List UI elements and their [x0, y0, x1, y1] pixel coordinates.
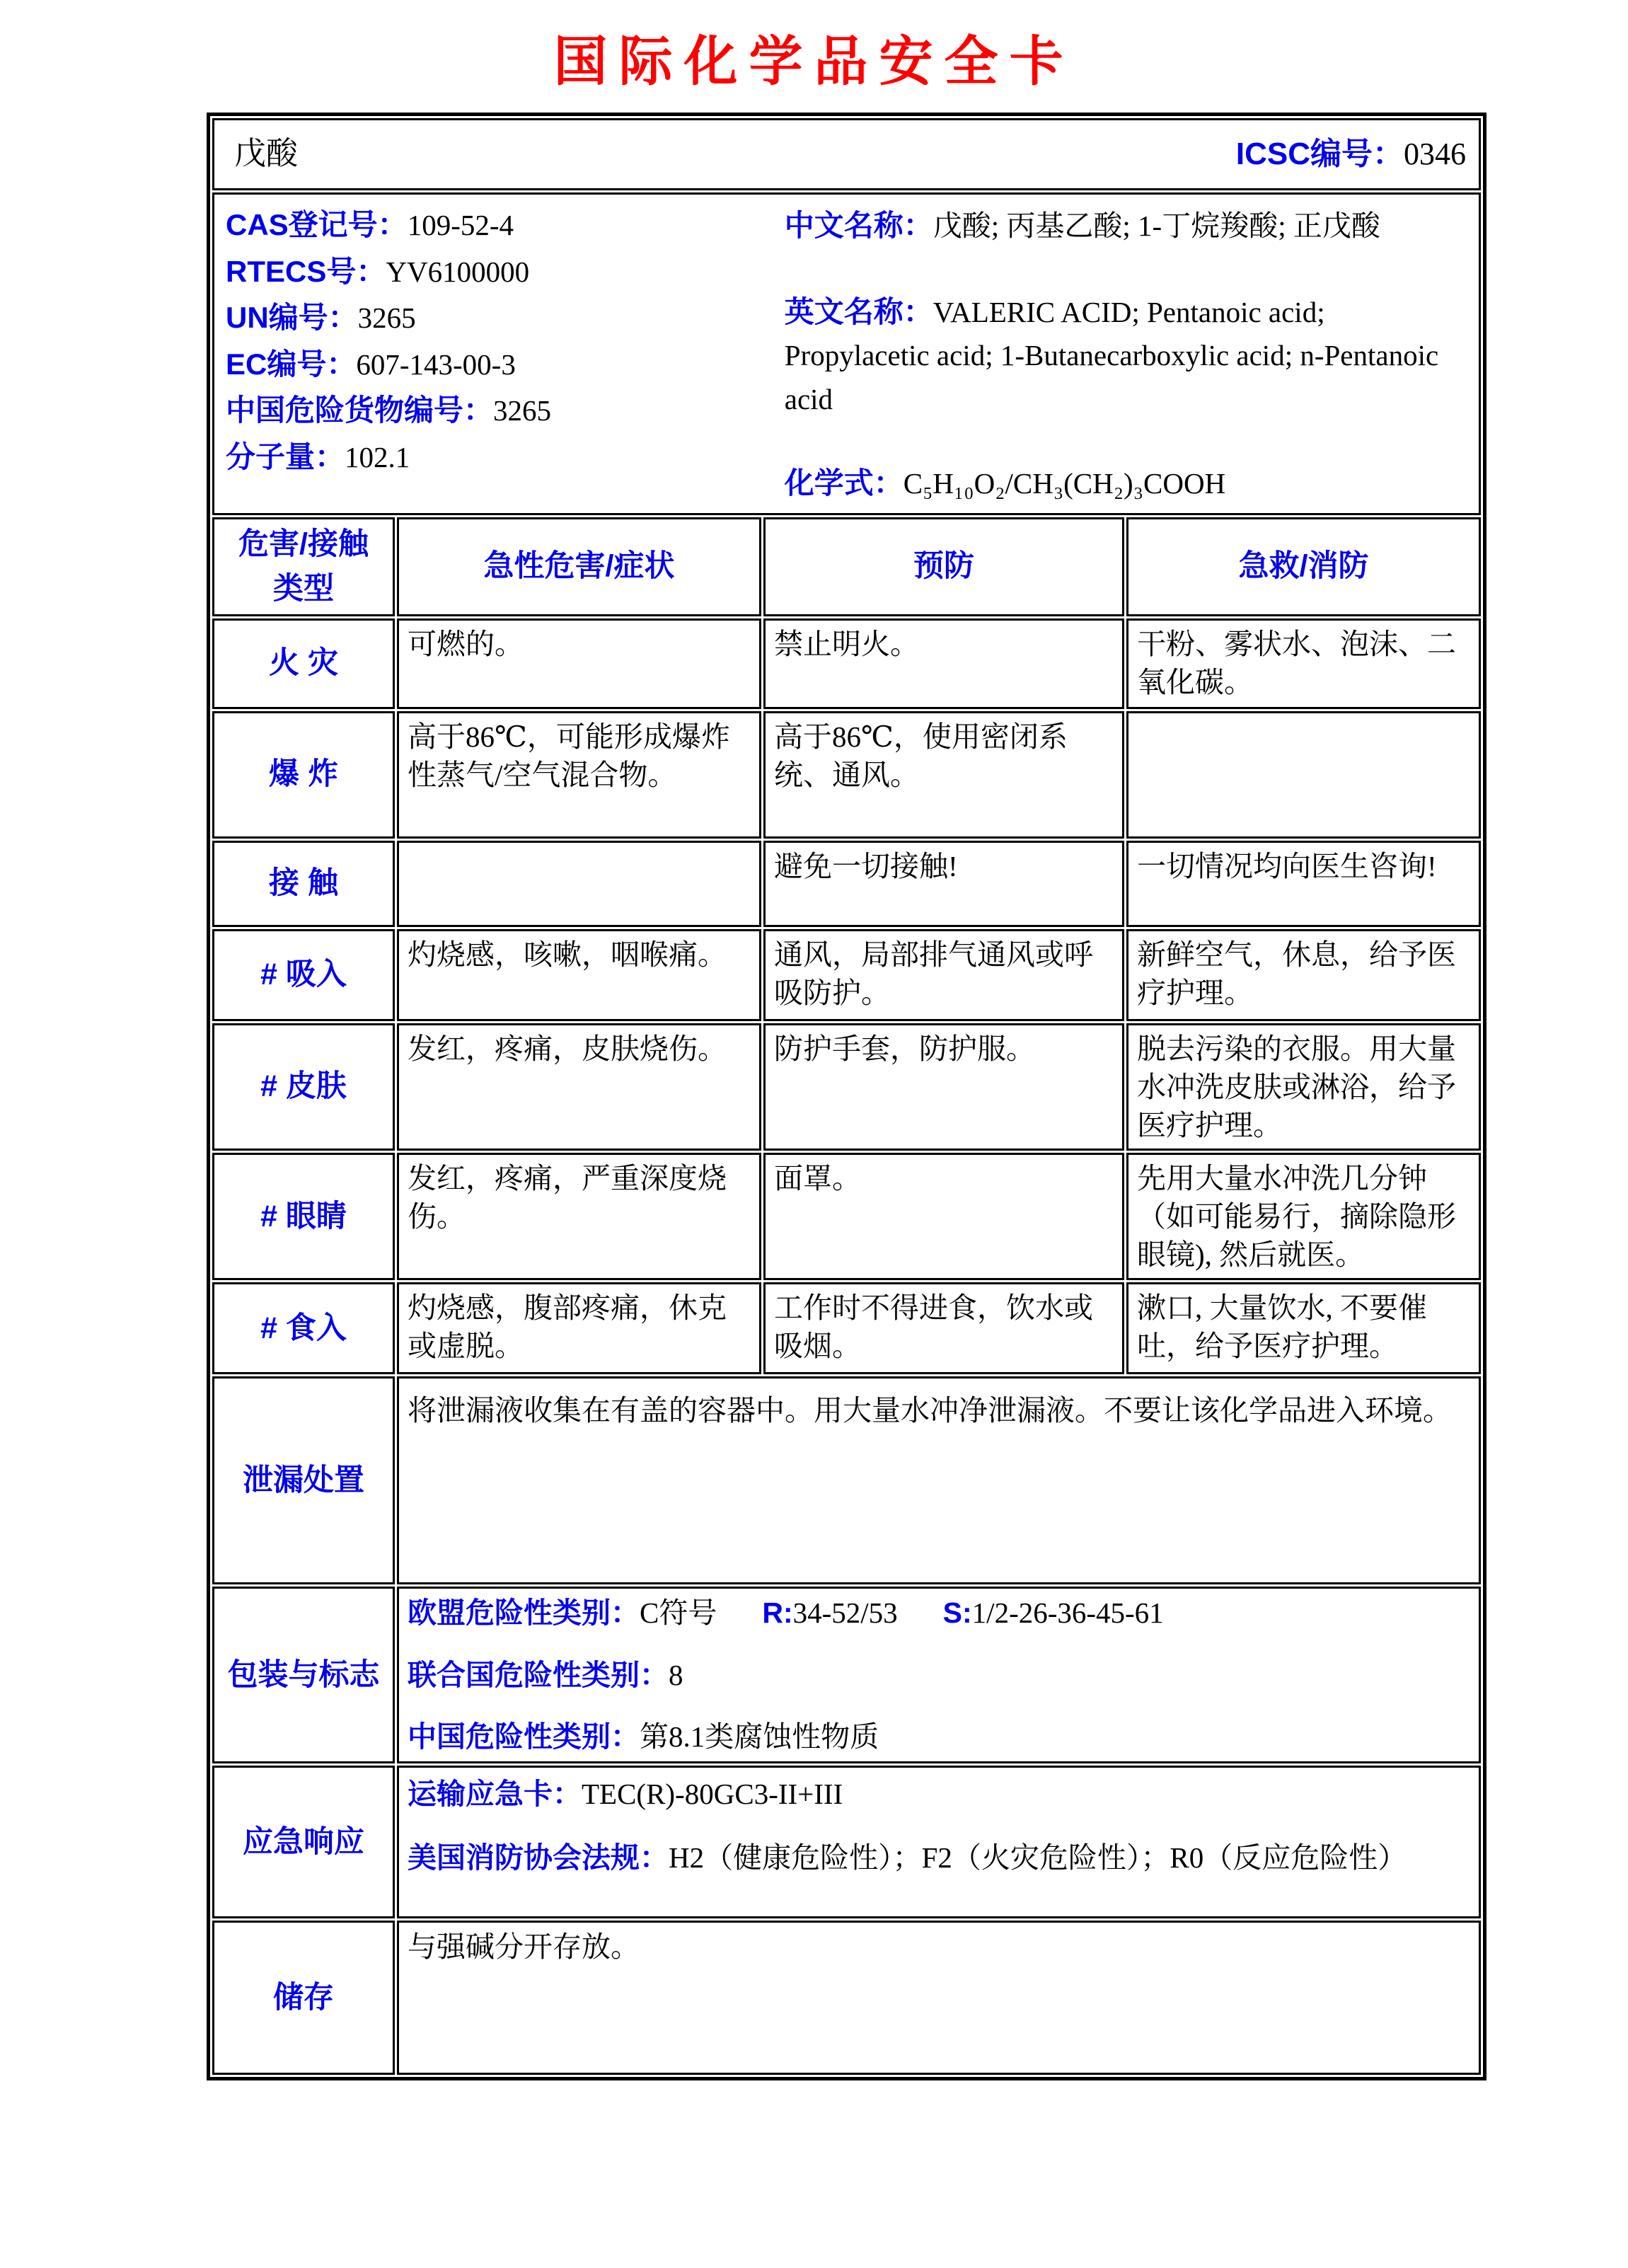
rtecs-label: RTECS号： [226, 254, 386, 288]
header-first-aid: 急救/消防 [1126, 517, 1481, 616]
china-class-label: 中国危险性类别： [408, 1720, 640, 1753]
header-acute-hazard: 急性危害/症状 [397, 517, 761, 616]
china-dg-label: 中国危险货物编号： [226, 393, 494, 427]
emergency-row [212, 1766, 1481, 1918]
english-names-value: VALERIC ACID; Pentanoic acid; Propylacetic acid; 1-Butanecarboxylic acid; n-Pentanoic acid [784, 295, 1439, 415]
un-classification-line [408, 1655, 1470, 1696]
hazard-header-row [212, 517, 1481, 616]
fire-symptom: 可燃的。 [397, 618, 761, 709]
fire-prevention: 禁止明火。 [763, 618, 1124, 709]
spill-row [212, 1376, 1481, 1584]
name-row [212, 118, 1481, 190]
contact-prevention: 避免一切接触! [763, 841, 1124, 927]
un-value: 3265 [357, 301, 416, 335]
nfpa-value: H2（健康危险性）；F2（火灾危险性）；R0（反应危险性） [669, 1841, 1407, 1874]
identifier-item-ec [226, 341, 785, 388]
inhalation-label: # 吸入 [212, 929, 395, 1021]
cas-label: CAS登记号： [226, 208, 408, 241]
identifier-row [212, 192, 1481, 515]
page-title: 国际化学品安全卡 [553, 33, 1075, 92]
inhalation-response: 新鲜空气，休息，给予医疗护理。 [1126, 929, 1481, 1021]
chinese-names-value: 戊酸; 丙基乙酸; 1-丁烷羧酸; 正戊酸 [933, 209, 1380, 242]
chinese-names-label: 中文名称： [784, 209, 933, 242]
ec-value: 607-143-00-3 [356, 347, 516, 381]
storage-row [212, 1921, 1481, 2075]
hazard-row-explosion [212, 711, 1481, 839]
hazard-row-eyes [212, 1153, 1481, 1280]
cas-value: 109-52-4 [407, 209, 514, 241]
nfpa-label: 美国消防协会法规： [408, 1841, 669, 1874]
ingestion-label: # 食入 [212, 1282, 395, 1374]
safety-card-table [207, 113, 1486, 2080]
formula-label: 化学式： [784, 466, 904, 500]
storage-content [397, 1921, 1481, 2075]
r-phrases-label: R: [762, 1596, 793, 1630]
storage-label: 储存 [212, 1921, 395, 2075]
explosion-label: 爆 炸 [212, 711, 395, 839]
icsc-number-label: ICSC编号： [1235, 136, 1404, 171]
un-class-label: 联合国危险性类别： [408, 1658, 669, 1691]
name-list [785, 202, 1467, 506]
english-names [785, 289, 1467, 422]
safety-card-page [0, 18, 1628, 2080]
r-phrases-value: 34-52/53 [792, 1596, 898, 1630]
formula-value: C₅H₁₀O₂/CH₃(CH₂)₃COOH [903, 467, 1226, 500]
tec-value: TEC(R)-80GC3-II+III [582, 1778, 843, 1811]
hazard-row-ingestion [212, 1282, 1481, 1374]
china-dg-value: 3265 [493, 394, 552, 427]
spill-label: 泄漏处置 [212, 1376, 395, 1584]
ec-label: EC编号： [226, 347, 357, 381]
fire-response: 干粉、雾状水、泡沫、二氧化碳。 [1126, 618, 1481, 709]
eu-class-value: C符号 [640, 1596, 717, 1630]
chinese-names [785, 203, 1467, 248]
chemical-formula [785, 461, 1467, 506]
identifier-item-un [226, 294, 785, 341]
skin-prevention: 防护手套，防护服。 [763, 1023, 1124, 1151]
explosion-symptom: 高于86℃，可能形成爆炸性蒸气/空气混合物。 [397, 711, 761, 839]
contact-symptom [397, 841, 761, 927]
emergency-label: 应急响应 [212, 1766, 395, 1918]
spill-content [397, 1376, 1481, 1584]
china-classification-line [408, 1717, 1470, 1757]
storage-text: 与强碱分开存放。 [408, 1930, 640, 1964]
hazard-row-contact [212, 841, 1481, 927]
hazard-row-inhalation [212, 929, 1481, 1021]
eyes-prevention: 面罩。 [763, 1153, 1124, 1280]
skin-response: 脱去污染的衣服。用大量水冲洗皮肤或淋浴，给予医疗护理。 [1126, 1023, 1481, 1151]
contact-label: 接 触 [212, 841, 395, 927]
english-names-label: 英文名称： [784, 294, 933, 328]
ingestion-symptom: 灼烧感，腹部疼痛，休克或虚脱。 [397, 1282, 761, 1374]
eyes-symptom: 发红，疼痛，严重深度烧伤。 [397, 1153, 761, 1280]
emergency-content [397, 1766, 1481, 1918]
packaging-label: 包装与标志 [212, 1587, 395, 1763]
hazard-row-fire [212, 618, 1481, 709]
contact-response: 一切情况均向医生咨询! [1126, 841, 1481, 927]
eu-classification-line [408, 1593, 1470, 1633]
fire-label: 火 灾 [212, 618, 395, 709]
un-label: UN编号： [226, 301, 358, 335]
ingestion-prevention: 工作时不得进食，饮水或吸烟。 [763, 1282, 1124, 1374]
explosion-response [1126, 711, 1481, 839]
name-cell [212, 118, 1481, 190]
nfpa-line [408, 1836, 1470, 1881]
inhalation-symptom: 灼烧感，咳嗽，咽喉痛。 [397, 929, 761, 1021]
skin-label: # 皮肤 [212, 1023, 395, 1151]
identifier-list [226, 202, 785, 506]
tec-label: 运输应急卡： [408, 1778, 582, 1811]
molweight-label: 分子量： [226, 439, 345, 473]
eyes-label: # 眼睛 [212, 1153, 395, 1280]
hazard-row-skin [212, 1023, 1481, 1151]
packaging-row [212, 1587, 1481, 1763]
un-class-value: 8 [669, 1658, 683, 1691]
s-phrases-label: S: [942, 1596, 972, 1630]
header-prevention: 预防 [763, 517, 1124, 616]
identifier-cell [212, 192, 1481, 515]
eyes-response: 先用大量水冲洗几分钟（如可能易行，摘除隐形眼镜), 然后就医。 [1126, 1153, 1481, 1280]
skin-symptom: 发红，疼痛，皮肤烧伤。 [397, 1023, 761, 1151]
header-hazard-type: 危害/接触类型 [212, 517, 395, 616]
s-phrases-value: 1/2-26-36-45-61 [971, 1596, 1164, 1630]
rtecs-value: YV6100000 [386, 255, 530, 288]
inhalation-prevention: 通风，局部排气通风或呼吸防护。 [763, 929, 1124, 1021]
icsc-number [1236, 134, 1466, 175]
chemical-name: 戊酸 [234, 136, 299, 172]
eu-class-label: 欧盟危险性类别： [408, 1596, 640, 1630]
tec-line [408, 1772, 1470, 1817]
explosion-prevention: 高于86℃，使用密闭系统、通风。 [763, 711, 1124, 839]
china-class-value: 第8.1类腐蚀性物质 [640, 1720, 879, 1753]
identifier-item-cas [226, 202, 785, 248]
packaging-content [397, 1587, 1481, 1763]
ingestion-response: 漱口, 大量饮水, 不要催吐，给予医疗护理。 [1126, 1282, 1481, 1374]
spill-text: 将泄漏液收集在有盖的容器中。用大量水冲净泄漏液。不要让该化学品进入环境。 [408, 1394, 1452, 1427]
identifier-item-molweight [226, 434, 785, 480]
identifier-item-china-dg [226, 387, 785, 434]
molweight-value: 102.1 [345, 440, 410, 473]
identifier-item-rtecs [226, 248, 785, 295]
icsc-number-value: 0346 [1404, 136, 1467, 171]
